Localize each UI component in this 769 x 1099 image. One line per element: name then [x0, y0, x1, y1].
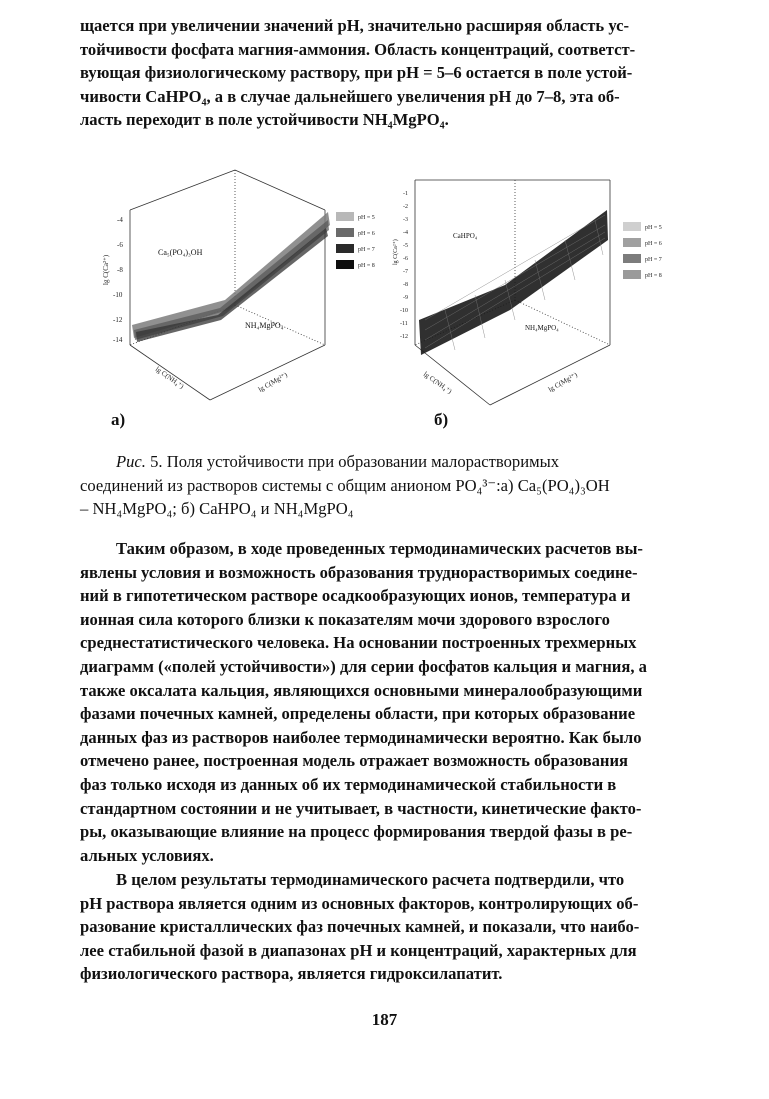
z-tick-label: -10	[400, 308, 408, 314]
caption-line-1-text: Поля устойчивости при образовании малорастворимых	[166, 452, 560, 471]
z-tick-label: -4	[403, 230, 408, 236]
panel-label-b: б)	[434, 410, 449, 429]
mesh-surfaces-b	[419, 210, 608, 355]
caption-line-1	[80, 450, 697, 474]
text-line: ионная сила которого близки к показателям мочи здорового взрослого	[80, 609, 610, 629]
caption-line-2: соединений из растворов системы с общим анионом PO₄³⁻:а) Ca₅(PO₄)₃OH	[80, 475, 610, 495]
legend-label: pH = 5	[645, 225, 662, 231]
text-line: данных фаз из растворов наиболее термодинамически вероятно. Как было	[80, 727, 642, 747]
text-line: альных условиях.	[80, 845, 214, 865]
conclusion-paragraph	[80, 868, 697, 986]
legend-label: pH = 7	[645, 257, 662, 263]
z-tick-label: -6	[117, 241, 123, 249]
text-line: вующая физиологическому раствору, при pH = 5–6 остается в поле устой-	[80, 63, 633, 83]
text-line: отмечено ранее, построенная модель отражает возможность образования	[80, 751, 628, 771]
summary-paragraph	[80, 537, 697, 867]
legend-label: pH = 8	[645, 273, 662, 279]
z-tick-label: -7	[403, 269, 408, 275]
z-axis-label-a: lg C(Ca²⁺)	[102, 254, 110, 285]
caption-number: 5.	[150, 452, 163, 471]
z-tick-label: -5	[403, 243, 408, 249]
legend-swatch	[336, 244, 354, 253]
text-line: чивости CaHPO₄, а в случае дальнейшего увеличения pH до 7–8, эта об-	[80, 86, 620, 106]
panel-label-a: а)	[111, 410, 126, 429]
z-tick-label: -4	[117, 216, 123, 224]
text-line: лее стабильной фазой в диапазонах pH и концентраций, характерных для	[80, 940, 637, 960]
y-axis-label-b: lg C(Mg²⁺)	[547, 370, 579, 394]
text-line: В целом результаты термодинамического расчета подтвердили, что	[116, 870, 625, 889]
legend-label: pH = 7	[358, 247, 375, 253]
region-label-bottom-b: NH₄MgPO₄	[525, 324, 559, 332]
legend-label: pH = 5	[358, 215, 375, 221]
region-label-top-b: CaHPO₄	[453, 232, 478, 240]
z-tick-label: -3	[403, 217, 408, 223]
text-line: фаз только исходя из данных об их термодинамической стабильности в	[80, 774, 617, 794]
z-tick-label: -9	[403, 295, 408, 301]
figure-panel-b	[395, 170, 695, 415]
z-tick-label: -12	[113, 316, 123, 324]
text-line: ры, оказывающие влияние на процесс формирования твердой фазы в ре-	[80, 822, 633, 842]
text-line: ний в гипотетическом растворе осадкообразующих ионов, температура и	[80, 586, 631, 606]
text-line: ласть переходит в поле устойчивости NH₄MgPO₄.	[80, 110, 449, 130]
z-tick-label: -10	[113, 291, 123, 299]
z-tick-label: -14	[113, 336, 123, 344]
legend-label: pH = 8	[358, 263, 375, 269]
caption-line-3: – NH₄MgPO₄; б) CaHPO₄ и NH₄MgPO₄	[80, 499, 354, 519]
intro-paragraph	[80, 14, 697, 132]
caption-prefix: Рис.	[116, 452, 146, 471]
z-tick-label: -6	[403, 256, 408, 262]
y-axis-label-a: lg C(Mg²⁺)	[257, 370, 289, 394]
z-tick-label: -8	[117, 266, 123, 274]
text-line: стандартном состоянии и не учитывает, в частности, кинетические факто-	[80, 798, 642, 818]
legend-label: pH = 6	[645, 241, 662, 247]
legend-swatch	[623, 270, 641, 279]
z-axis-label-b: lg C(Ca²⁺)	[393, 239, 399, 265]
x-axis-label-b: lg C(NH₄⁺)	[421, 370, 454, 396]
z-tick-label: -8	[403, 282, 408, 288]
region-label-bottom-a: NH₄MgPO₄	[245, 321, 284, 330]
surface-ph5-a	[132, 212, 330, 338]
text-line: среднестатистического человека. На основании построенных трехмерных	[80, 633, 637, 653]
legend-swatch	[623, 254, 641, 263]
text-line: тойчивости фосфата магния-аммония. Область концентраций, соответст-	[80, 39, 636, 59]
text-line: также оксалата кальция, являющихся основными минералообразующими	[80, 680, 643, 700]
legend-swatch	[336, 228, 354, 237]
legend-a	[336, 212, 375, 269]
text-line: фазами почечных камней, определены области, при которых образование	[80, 704, 636, 724]
z-tick-label: -11	[400, 321, 408, 327]
z-ticks-b	[400, 191, 408, 340]
figure-caption	[80, 450, 697, 521]
legend-swatch	[336, 260, 354, 269]
legend-b	[623, 222, 662, 279]
z-tick-label: -2	[403, 204, 408, 210]
page-number: 187	[371, 1010, 398, 1029]
legend-swatch	[623, 222, 641, 231]
legend-swatch	[623, 238, 641, 247]
z-tick-label: -1	[403, 191, 408, 197]
text-line: явлены условия и возможность образования труднорастворимых соедине-	[80, 562, 638, 582]
text-line: физиологического раствора, является гидроксилапатит.	[80, 964, 503, 984]
figure-panel-a	[100, 170, 400, 415]
legend-label: pH = 6	[358, 231, 375, 237]
text-line: диаграмм («полей устойчивости») для серии фосфатов кальция и магния, а	[80, 656, 647, 676]
text-line: pH раствора является одним из основных факторов, контролирующих об-	[80, 893, 639, 913]
text-line: Таким образом, в ходе проведенных термодинамических расчетов вы-	[116, 539, 643, 558]
z-tick-label: -12	[400, 334, 408, 340]
z-ticks-a	[113, 216, 123, 344]
text-line: разование кристаллических фаз почечных камней, и показали, что наибо-	[80, 917, 640, 937]
legend-swatch	[336, 212, 354, 221]
x-axis-label-a: lg C(NH₄⁺)	[153, 365, 186, 391]
text-line: щается при увеличении значений pH, значительно расширяя область ус-	[80, 16, 629, 35]
region-label-top-a: Ca₅(PO₄)₃OH	[158, 248, 203, 257]
